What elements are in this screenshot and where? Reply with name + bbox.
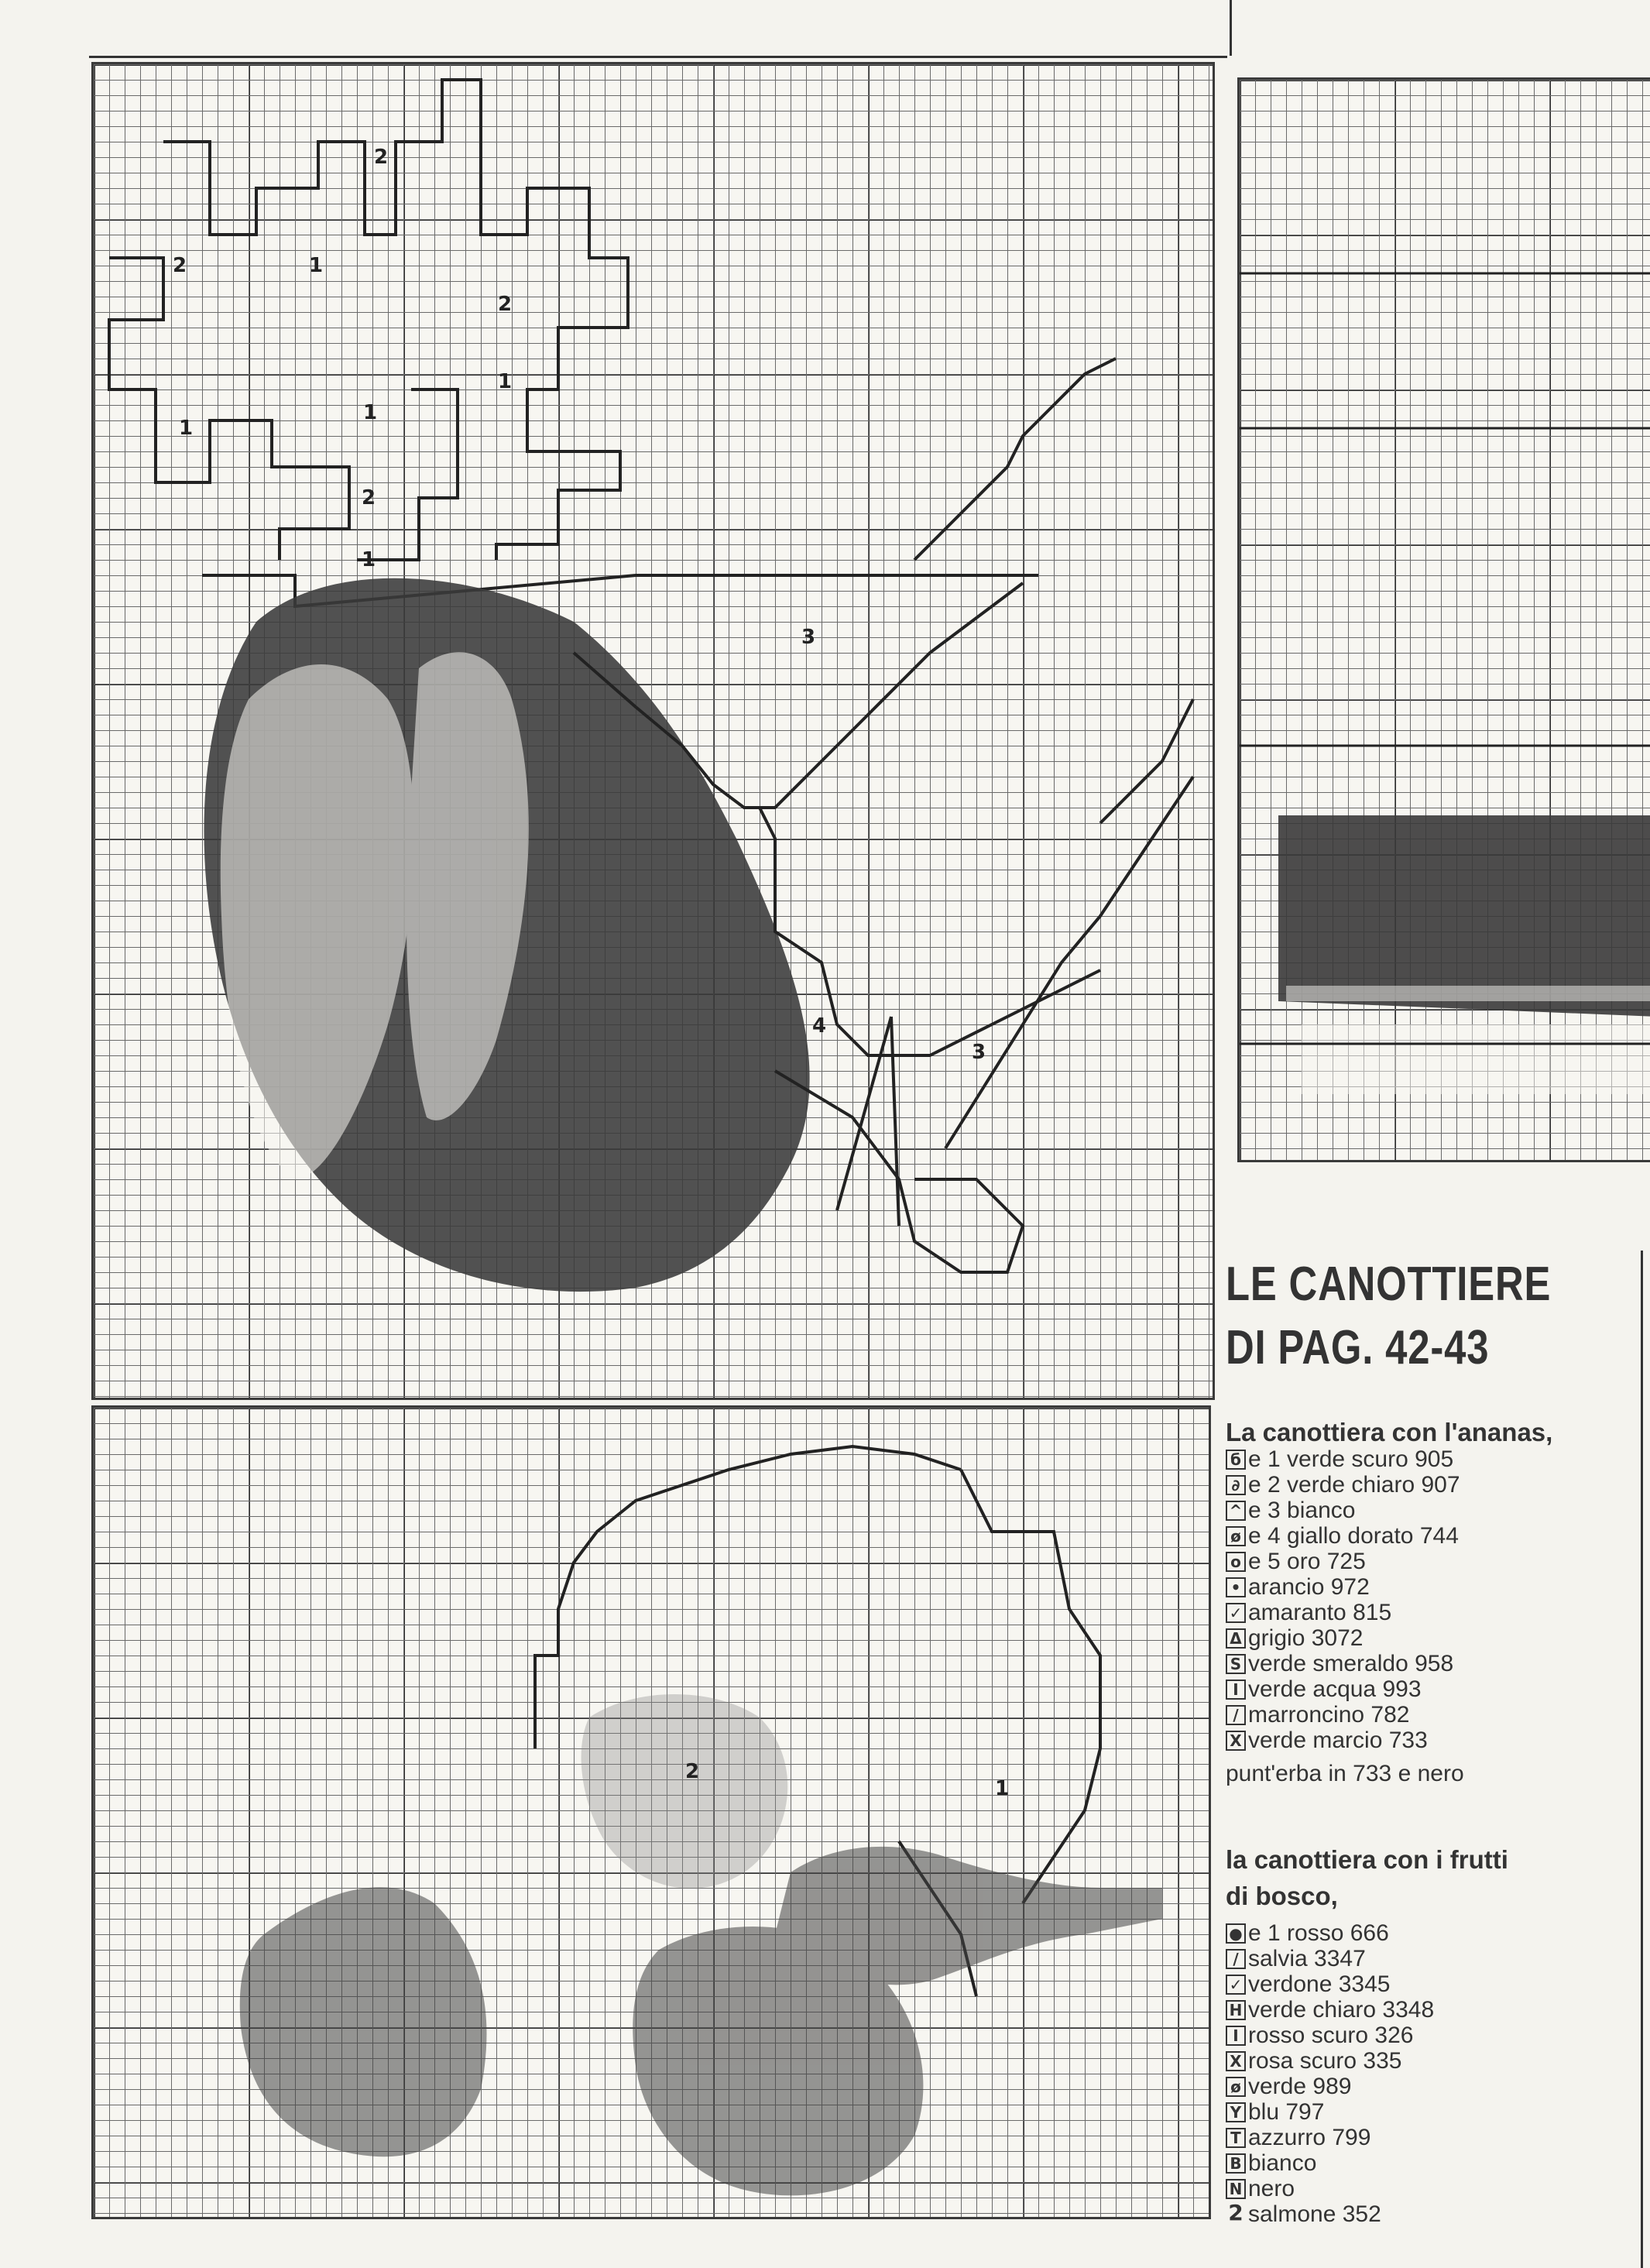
berries-legend-title-line2: di bosco,	[1226, 1882, 1338, 1910]
chart-number-1-berries: 1	[995, 1777, 1010, 1800]
legend-item	[1226, 2074, 1434, 2099]
page-title-line1: LE CANOTTIERE	[1226, 1258, 1552, 1311]
legend-item	[1226, 2201, 1434, 2227]
legend-item	[1226, 1946, 1434, 1971]
legend-item	[1226, 1600, 1460, 1625]
legend-label: verdone 3345	[1248, 1971, 1391, 1997]
chart-number-2-mid: 2	[362, 486, 376, 510]
bar-icon: I	[1226, 2026, 1246, 2046]
triangle-icon: Δ	[1226, 1628, 1246, 1649]
chart-number-1-mid: 1	[363, 401, 378, 424]
leaf-icon: ø	[1226, 1526, 1246, 1546]
legend-label: verde acqua 993	[1248, 1676, 1422, 1702]
number-two-icon: 2	[1228, 2199, 1244, 2225]
leaf-icon: ø	[1226, 2077, 1246, 2097]
legend-label: salvia 3347	[1248, 1945, 1366, 1971]
caret-icon: ^	[1226, 1501, 1246, 1521]
legend-item	[1226, 1446, 1460, 1472]
right-divider	[1641, 1251, 1643, 2268]
legend-label: e 3 bianco	[1248, 1497, 1356, 1523]
legend-label: e 5 oro 725	[1248, 1548, 1366, 1574]
t-icon: T	[1226, 2128, 1246, 2148]
legend-label: grigio 3072	[1248, 1625, 1364, 1651]
legend-item	[1226, 1498, 1460, 1523]
berries-motif	[94, 1408, 1209, 2217]
cross-icon: X	[1226, 2051, 1246, 2071]
legend-label: amaranto 815	[1248, 1599, 1392, 1625]
top-rule	[89, 56, 1227, 58]
legend-item	[1226, 1472, 1460, 1498]
legend-label: verde marcio 733	[1248, 1727, 1428, 1753]
right-partial-motif	[1240, 80, 1650, 1160]
h-icon: H	[1226, 2000, 1246, 2020]
chart-number-1-low: 1	[362, 548, 376, 571]
legend-label: arancio 972	[1248, 1573, 1370, 1600]
legend-item	[1226, 2125, 1434, 2150]
spiral-icon: ∂	[1226, 1475, 1246, 1495]
legend-label: rosa scuro 335	[1248, 2047, 1402, 2074]
legend-label: e 1 rosso 666	[1248, 1920, 1389, 1946]
chart-number-2-berries: 2	[685, 1760, 700, 1783]
legend-item	[1226, 1920, 1434, 1946]
chart-number-3: 3	[801, 626, 816, 649]
slash-icon: /	[1226, 1705, 1246, 1725]
legend-item	[1226, 1549, 1460, 1574]
legend-label: azzurro 799	[1248, 2124, 1371, 2150]
legend-label: salmone 352	[1248, 2201, 1381, 2227]
legend-item	[1226, 2176, 1434, 2201]
legend-label: e 1 verde scuro 905	[1248, 1446, 1454, 1472]
legend-item	[1226, 1651, 1460, 1676]
berries-legend-title-line1: la canottiera con i frutti	[1226, 1845, 1508, 1874]
chart-number-1-left: 1	[179, 417, 194, 440]
legend-label: verde 989	[1248, 2073, 1352, 2099]
legend-item	[1226, 2099, 1434, 2125]
dot-icon: •	[1226, 1577, 1246, 1597]
legend-label: verde chiaro 3348	[1248, 1996, 1435, 2023]
legend-item	[1226, 1676, 1460, 1702]
chart-number-2-left: 2	[173, 254, 187, 277]
chart-number-1-top: 1	[309, 254, 324, 277]
bar-icon: I	[1226, 1680, 1246, 1700]
s-icon: S	[1226, 1654, 1246, 1674]
legend-label: bianco	[1248, 2150, 1317, 2176]
legend-item	[1226, 1971, 1434, 1997]
legend-item	[1226, 1997, 1434, 2023]
legend-item	[1226, 1702, 1460, 1728]
berries-chart	[91, 1405, 1211, 2219]
legend-label: marroncino 782	[1248, 1701, 1410, 1728]
curl-icon: б	[1226, 1450, 1246, 1470]
legend-label: verde smeraldo 958	[1248, 1650, 1454, 1676]
pineapple-legend	[1226, 1446, 1460, 1753]
legend-item	[1226, 1523, 1460, 1549]
legend-label: nero	[1248, 2175, 1295, 2201]
legend-item	[1226, 2048, 1434, 2074]
pineapple-chart	[91, 62, 1215, 1400]
slash-icon: /	[1226, 1949, 1246, 1969]
legend-label: e 4 giallo dorato 744	[1248, 1522, 1459, 1549]
legend-label: blu 797	[1248, 2098, 1325, 2125]
check-icon: ✓	[1226, 1975, 1246, 1995]
legend-label: rosso scuro 326	[1248, 2022, 1414, 2048]
right-partial-chart	[1237, 77, 1650, 1162]
chart-number-1-right: 1	[498, 370, 513, 393]
legend-item	[1226, 1574, 1460, 1600]
check-icon: ✓	[1226, 1603, 1246, 1623]
pineapple-stitch-note: punt'erba in 733 e nero	[1226, 1761, 1464, 1786]
legend-item	[1226, 1625, 1460, 1651]
berries-legend	[1226, 1920, 1434, 2227]
n-icon: N	[1226, 2179, 1246, 2199]
legend-label: e 2 verde chiaro 907	[1248, 1471, 1460, 1498]
chart-number-4: 4	[812, 1014, 827, 1038]
circle-icon: o	[1226, 1552, 1246, 1572]
chart-number-3-low: 3	[972, 1041, 986, 1064]
page-title-line2: DI PAG. 42-43	[1226, 1321, 1490, 1374]
column-divider	[1230, 0, 1232, 56]
legend-item	[1226, 2150, 1434, 2176]
filled-dot-icon: ●	[1226, 1923, 1246, 1944]
y-icon: Y	[1226, 2102, 1246, 2122]
chart-number-2-top: 2	[374, 146, 389, 169]
pineapple-legend-title: La canottiera con l'ananas,	[1226, 1418, 1553, 1446]
b-icon: B	[1226, 2153, 1246, 2174]
pineapple-motif	[94, 64, 1213, 1398]
chart-number-2-right: 2	[498, 293, 513, 316]
cross-icon: X	[1226, 1731, 1246, 1751]
legend-item	[1226, 2023, 1434, 2048]
legend-item	[1226, 1728, 1460, 1753]
